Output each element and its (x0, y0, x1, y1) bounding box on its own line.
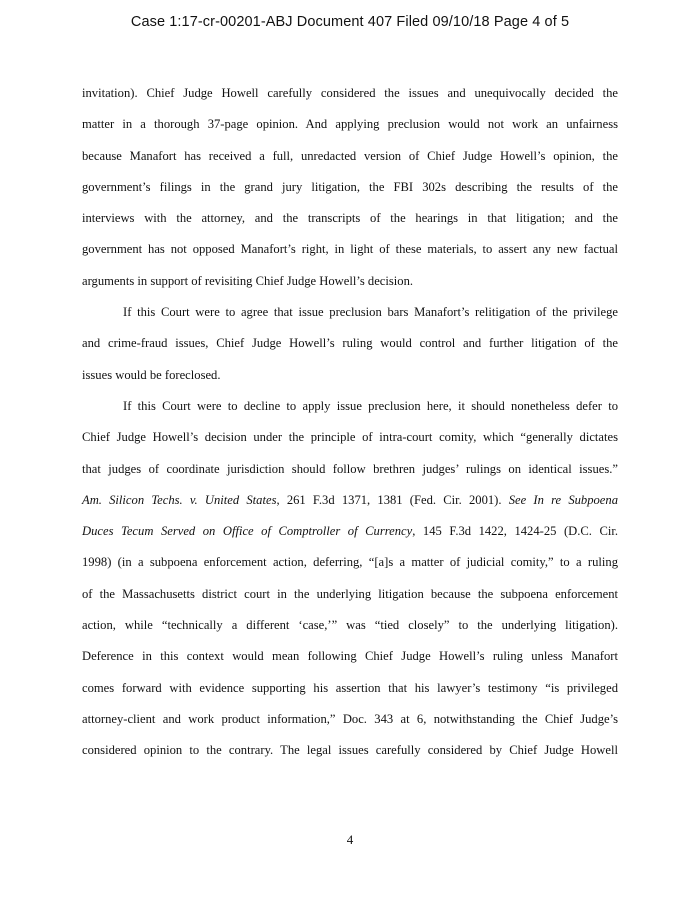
text-line: attorney-client and work product information,” Doc. 343 at 6, notwithstanding the Chief Judge’s (82, 711, 618, 726)
text-line: and crime-fraud issues, Chief Judge Howell’s ruling would control and further litigation of the (82, 336, 618, 351)
body-text (82, 78, 618, 767)
text-line: government’s filings in the grand jury litigation, the FBI 302s describing the results of the (82, 179, 618, 194)
text-line: that judges of coordinate jurisdiction should follow brethren judges’ rulings on identical issues.” (82, 461, 618, 476)
paragraph-3 (82, 391, 618, 767)
case-header: Case 1:17-cr-00201-ABJ Document 407 Filed 09/10/18 Page 4 of 5 (130, 14, 570, 30)
text-line: because Manafort has received a full, unredacted version of Chief Judge Howell’s opinion, the (82, 148, 618, 163)
case-citation-italic: Am. Silicon Techs. v. United States (82, 492, 277, 507)
text-line: action, while “technically a different ‘case,’” was “tied closely” to the underlying litigation). (82, 618, 618, 633)
text-line: invitation). Chief Judge Howell carefully considered the issues and unequivocally decided the (82, 86, 618, 100)
text-line: Chief Judge Howell’s decision under the principle of intra-court comity, which “generally dictates (82, 430, 618, 445)
text-line: 1998) (in a subpoena enforcement action, deferring, “[a]s a matter of judicial comity,” to a ruling (82, 555, 618, 570)
text-line: comes forward with evidence supporting his assertion that his lawyer’s testimony “is privileged (82, 680, 618, 695)
citation-text: , 261 F.3d 1371, 1381 (Fed. Cir. 2001). (276, 492, 509, 507)
citation-line (82, 485, 618, 516)
paragraph-2 (82, 297, 618, 391)
text-line: issues would be foreclosed. (82, 367, 221, 382)
text-line: If this Court were to decline to apply issue preclusion here, it should nonetheless defer to (123, 398, 618, 413)
text-line: interviews with the attorney, and the transcripts of the hearings in that litigation; and the (82, 211, 618, 226)
text-line: If this Court were to agree that issue preclusion bars Manafort’s relitigation of the privilege (123, 305, 618, 320)
case-citation-italic: Duces Tecum Served on Office of Comptroller of Currency (82, 524, 413, 539)
citation-signal-italic: See In re Subpoena (508, 492, 618, 507)
text-line: government has not opposed Manafort’s right, in light of these materials, to assert any new factual (82, 242, 618, 257)
citation-text: , 145 F.3d 1422, 1424-25 (D.C. Cir. (412, 524, 619, 539)
text-line: of the Massachusetts district court in the underlying litigation because the subpoena enforcement (82, 586, 618, 601)
text-line: considered opinion to the contrary. The legal issues carefully considered by Chief Judge Howell (82, 743, 618, 758)
page-number: 4 (346, 832, 354, 847)
text-line: arguments in support of revisiting Chief Judge Howell’s decision. (82, 273, 414, 288)
text-line: Deference in this context would mean following Chief Judge Howell’s ruling unless Manafort (82, 649, 618, 664)
citation-line (82, 516, 618, 547)
paragraph-1 (82, 78, 618, 297)
text-line: matter in a thorough 37-page opinion. And applying preclusion would not work an unfairness (82, 117, 618, 132)
